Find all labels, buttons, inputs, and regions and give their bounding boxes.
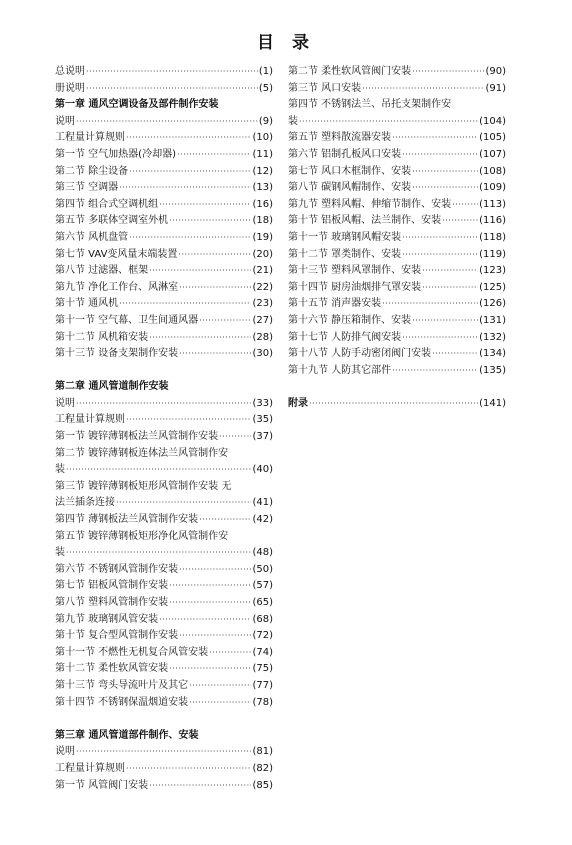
dot-leader (422, 280, 478, 297)
toc-entry (288, 130, 506, 147)
dot-leader (129, 164, 251, 181)
toc-entry (288, 396, 506, 413)
toc-page-number: (78) (252, 696, 273, 708)
toc-entry-title: 第一章 通风空调设备及部件制作安装 (55, 99, 219, 111)
toc-entry (55, 495, 273, 512)
toc-entry (55, 429, 273, 446)
dot-leader (452, 197, 478, 214)
toc-entry (55, 197, 273, 214)
toc-entry (55, 778, 273, 795)
toc-entry-title: 第三节 镀锌薄钢板矩形风管制作安装 无 (55, 480, 232, 492)
dot-leader (412, 64, 484, 81)
dot-leader (189, 695, 251, 712)
toc-page-number: (72) (252, 630, 273, 642)
toc-entry-title: 第十二节 柔性软风管安装 (55, 663, 169, 675)
toc-left-column (55, 64, 273, 794)
toc-page-number: (22) (252, 281, 273, 293)
toc-entry (288, 363, 506, 380)
toc-page-number: (109) (479, 182, 506, 194)
dot-leader (169, 578, 251, 595)
toc-entry-title: 第十九节 人防其它部件 (288, 364, 392, 376)
toc-entry-title: 第十二节 风机箱安装 (55, 331, 149, 343)
toc-page-number: (132) (479, 331, 506, 343)
toc-entry (55, 479, 273, 496)
dot-leader (209, 645, 251, 662)
toc-page-number: (108) (479, 165, 506, 177)
toc-entry (55, 744, 273, 761)
dot-leader (299, 114, 478, 131)
toc-entry (288, 81, 506, 98)
toc-right-column (288, 64, 506, 412)
toc-entry-title: 第十四节 厨房油烟排气罩安装 (288, 281, 422, 293)
toc-page-number: (74) (252, 646, 273, 658)
toc-entry-title: 第十节 通风机 (55, 298, 119, 310)
dot-leader (442, 213, 478, 230)
dot-leader (76, 114, 258, 131)
toc-entry-title: 第十二节 罩类制作、安装 (288, 248, 402, 260)
toc-entry-title: 第四节 不锈钢法兰、吊托支架制作安 (288, 99, 452, 111)
toc-entry (288, 230, 506, 247)
dot-leader (179, 628, 251, 645)
toc-entry (55, 761, 273, 778)
toc-page-number: (131) (479, 314, 506, 326)
dot-leader (309, 396, 478, 413)
toc-page-number: (37) (252, 431, 273, 443)
toc-entry-title: 第十四节 不锈钢保温烟道安装 (55, 696, 189, 708)
toc-entry-title: 第六节 铝制孔板风口安装 (288, 148, 402, 160)
toc-entry-title: 第九节 净化工作台、风淋室 (55, 281, 179, 293)
toc-page-number: (18) (252, 215, 273, 227)
toc-entry (55, 114, 273, 131)
toc-entry (288, 180, 506, 197)
toc-chapter-heading (55, 379, 273, 396)
toc-page-number: (91) (485, 82, 506, 94)
toc-entry (55, 330, 273, 347)
toc-entry-title: 第十一节 空气幕、卫生间通风器 (55, 314, 199, 326)
toc-page-number: (65) (252, 597, 273, 608)
dot-leader (402, 247, 478, 264)
toc-page-number: (5) (258, 82, 273, 94)
toc-page-number: (107) (479, 148, 506, 160)
toc-page-number: (50) (252, 563, 273, 575)
toc-page-number: (85) (252, 779, 273, 791)
toc-page-number: (118) (479, 231, 506, 243)
toc-entry (55, 296, 273, 313)
toc-entry (288, 147, 506, 164)
dot-leader (189, 678, 251, 695)
toc-entry (55, 695, 273, 712)
toc-entry (55, 645, 273, 662)
toc-page-number: (12) (252, 165, 273, 177)
toc-page-number: (20) (252, 248, 273, 260)
toc-entry-title: 第八节 塑料风管制作安装 (55, 597, 169, 608)
dot-leader (76, 744, 251, 761)
toc-page-number: (116) (479, 215, 506, 227)
toc-entry (55, 446, 273, 463)
toc-page-number: (75) (252, 663, 273, 675)
dot-leader (149, 263, 251, 280)
toc-page-number: (28) (252, 331, 273, 343)
toc-entry-title: 第十三节 设备支架制作安装 (55, 348, 179, 360)
toc-entry-title: 第一节 风管阀门安装 (55, 779, 149, 791)
toc-page-number: (104) (479, 115, 506, 127)
toc-entry (55, 64, 273, 81)
toc-entry-title: 装 (55, 464, 65, 476)
toc-entry-title: 工程量计算规则 (55, 762, 125, 774)
dot-leader (179, 346, 251, 363)
toc-page-number: (16) (252, 198, 273, 210)
toc-entry-title: 装 (55, 547, 65, 559)
toc-entry (288, 197, 506, 214)
dot-leader (119, 296, 251, 313)
toc-entry-title: 说明 (55, 115, 75, 127)
toc-entry (55, 247, 273, 264)
dot-leader (402, 147, 478, 164)
dot-leader (382, 296, 478, 313)
dot-leader (129, 230, 251, 247)
toc-entry (55, 612, 273, 629)
toc-entry (288, 313, 506, 330)
toc-entry (55, 529, 273, 546)
toc-entry-title: 第十节 铝板风帽、法兰制作、安装 (288, 215, 442, 227)
toc-entry (55, 678, 273, 695)
toc-entry (55, 130, 273, 147)
dot-leader (422, 263, 478, 280)
toc-entry-title: 第十五节 消声器安装 (288, 298, 382, 310)
toc-page-number: (123) (479, 265, 506, 277)
toc-entry (55, 230, 273, 247)
toc-page-number: (27) (252, 314, 273, 326)
toc-entry (55, 512, 273, 529)
dot-leader (179, 280, 251, 297)
toc-page-number: (82) (252, 762, 273, 774)
toc-page-number: (13) (252, 182, 273, 194)
toc-page-number: (125) (479, 281, 506, 293)
toc-entry (288, 330, 506, 347)
toc-entry (55, 396, 273, 413)
toc-page-number: (11) (252, 148, 273, 160)
toc-entry-title: 第二节 镀锌薄钢板连体法兰风管制作安 (55, 447, 229, 459)
toc-page-number: (35) (252, 414, 273, 426)
toc-entry-title: 册说明 (55, 82, 85, 94)
toc-entry (288, 97, 506, 114)
toc-page-number: (9) (258, 115, 273, 127)
toc-page-number: (23) (252, 298, 273, 310)
toc-entry-title: 总说明 (55, 66, 85, 77)
dot-leader (149, 778, 251, 795)
toc-entry-title: 第五节 镀锌薄钢板矩形净化风管制作安 (55, 530, 229, 542)
toc-page-number: (77) (252, 679, 273, 691)
toc-chapter-heading (55, 728, 273, 745)
toc-page-number: (81) (252, 746, 273, 758)
toc-entry-title: 第五节 塑料散流器安装 (288, 132, 392, 144)
toc-page-number: (21) (252, 265, 273, 277)
toc-entry (55, 545, 273, 562)
toc-page-number: (48) (252, 547, 273, 559)
toc-page-number: (40) (252, 464, 273, 476)
toc-page-number: (19) (252, 231, 273, 243)
toc-entry (288, 164, 506, 181)
toc-page-number: (1) (258, 66, 273, 77)
dot-leader (179, 562, 251, 579)
toc-entry (288, 296, 506, 313)
toc-page-number: (113) (479, 198, 506, 210)
toc-page-number: (135) (479, 364, 506, 376)
toc-entry-title: 第二节 柔性软风管阀门安装 (288, 66, 412, 77)
toc-entry (55, 346, 273, 363)
toc-entry (55, 562, 273, 579)
dot-leader (159, 197, 251, 214)
toc-entry (288, 263, 506, 280)
toc-entry (288, 114, 506, 131)
dot-leader (126, 412, 251, 429)
toc-entry (55, 595, 273, 612)
toc-entry-title: 第三节 空调器 (55, 182, 119, 194)
toc-page-number: (57) (252, 580, 273, 592)
toc-entry (288, 280, 506, 297)
dot-leader (66, 545, 251, 562)
dot-leader (126, 130, 251, 147)
dot-leader (169, 661, 251, 678)
toc-entry-title: 附录 (288, 397, 308, 409)
dot-leader (362, 81, 484, 98)
toc-entry (55, 280, 273, 297)
dot-leader (169, 213, 251, 230)
toc-entry-title: 第十七节 人防排气阀安装 (288, 331, 402, 343)
toc-entry-title: 第二节 除尘设备 (55, 165, 129, 177)
dot-leader (402, 230, 478, 247)
toc-entry (55, 661, 273, 678)
toc-entry-title: 第十六节 静压箱制作、安装 (288, 314, 412, 326)
toc-entry-title: 第三节 风口安装 (288, 82, 362, 94)
toc-page-number: (90) (485, 66, 506, 77)
dot-leader (119, 180, 251, 197)
dot-leader (116, 495, 251, 512)
dot-leader (86, 64, 258, 81)
dot-leader (219, 429, 251, 446)
toc-entry (288, 213, 506, 230)
toc-entry-title: 第七节 铝板风管制作安装 (55, 580, 169, 592)
toc-page-number: (41) (252, 497, 273, 509)
toc-entry (55, 81, 273, 98)
toc-entry-title: 第六节 风机盘管 (55, 231, 129, 243)
toc-entry (55, 313, 273, 330)
page-title: 目 录 (257, 33, 315, 53)
dot-leader (66, 462, 251, 479)
toc-entry-title: 工程量计算规则 (55, 414, 125, 426)
toc-entry (288, 64, 506, 81)
toc-page-number: (141) (479, 397, 506, 409)
toc-entry-title: 第九节 塑料风帽、伸缩节制作、安装 (288, 198, 452, 210)
toc-entry (288, 346, 506, 363)
toc-entry-title: 工程量计算规则 (55, 132, 125, 144)
toc-entry (55, 412, 273, 429)
toc-entry (55, 213, 273, 230)
dot-leader (392, 363, 478, 380)
toc-entry-title: 第三章 通风管道部件制作、安装 (55, 729, 199, 741)
toc-entry-title: 第七节 VAV变风量末端装置 (55, 248, 178, 260)
spacer (55, 711, 273, 728)
toc-entry (55, 462, 273, 479)
toc-entry-title: 法兰插条连接 (55, 497, 115, 509)
dot-leader (199, 313, 251, 330)
dot-leader (86, 81, 258, 98)
dot-leader (432, 346, 478, 363)
toc-entry-title: 第一节 空气加热器(冷却器) (55, 148, 176, 160)
toc-page-number: (33) (252, 397, 273, 409)
dot-leader (412, 180, 478, 197)
dot-leader (392, 130, 478, 147)
toc-entry (55, 164, 273, 181)
toc-entry-title: 说明 (55, 397, 75, 409)
toc-entry (55, 147, 273, 164)
toc-entry-title: 说明 (55, 746, 75, 758)
spacer (288, 379, 506, 396)
toc-entry-title: 第十一节 玻璃钢风帽安装 (288, 231, 402, 243)
toc-entry-title: 第八节 过滤器、框架 (55, 265, 149, 277)
dot-leader (412, 164, 478, 181)
toc-chapter-heading (55, 97, 273, 114)
toc-entry-title: 第六节 不锈钢风管制作安装 (55, 563, 179, 575)
toc-entry-title: 第五节 多联体空调室外机 (55, 215, 169, 227)
toc-entry (55, 263, 273, 280)
toc-page-number: (119) (479, 248, 506, 260)
toc-page-number: (134) (479, 348, 506, 360)
toc-page-number: (10) (252, 132, 273, 144)
spacer (55, 363, 273, 380)
toc-page-number: (30) (252, 348, 273, 360)
dot-leader (126, 761, 251, 778)
toc-entry-title: 第一节 镀锌薄钢板法兰风管制作安装 (55, 431, 219, 443)
toc-entry (55, 180, 273, 197)
dot-leader (178, 247, 251, 264)
toc-entry-title: 第四节 薄钢板法兰风管制作安装 (55, 514, 199, 526)
toc-entry-title: 第十一节 不燃性无机复合风管安装 (55, 646, 209, 658)
dot-leader (402, 330, 478, 347)
toc-page-number: (105) (479, 132, 506, 144)
toc-page-number: (126) (479, 298, 506, 310)
dot-leader (76, 396, 251, 413)
dot-leader (159, 612, 251, 629)
toc-entry (55, 628, 273, 645)
toc-entry-title: 第十三节 弯头导流叶片及其它 (55, 679, 189, 691)
toc-entry-title: 装 (288, 115, 298, 127)
dot-leader (169, 595, 251, 612)
dot-leader (177, 147, 251, 164)
toc-entry (55, 578, 273, 595)
toc-entry-title: 第九节 玻璃钢风管安装 (55, 613, 159, 625)
toc-entry-title: 第十八节 人防手动密闭阀门安装 (288, 348, 432, 360)
toc-entry-title: 第七节 风口木框制作、安装 (288, 165, 412, 177)
toc-page-number: (42) (252, 514, 273, 526)
toc-entry-title: 第二章 通风管道制作安装 (55, 381, 169, 393)
toc-page-number: (68) (252, 613, 273, 625)
dot-leader (149, 330, 251, 347)
toc-entry-title: 第十节 复合型风管制作安装 (55, 630, 179, 642)
toc-entry-title: 第四节 组合式空调机组 (55, 198, 159, 210)
toc-entry-title: 第十三节 塑料风罩制作、安装 (288, 265, 422, 277)
dot-leader (412, 313, 478, 330)
dot-leader (199, 512, 251, 529)
toc-entry-title: 第八节 碳钢风帽制作、安装 (288, 182, 412, 194)
toc-entry (288, 247, 506, 264)
